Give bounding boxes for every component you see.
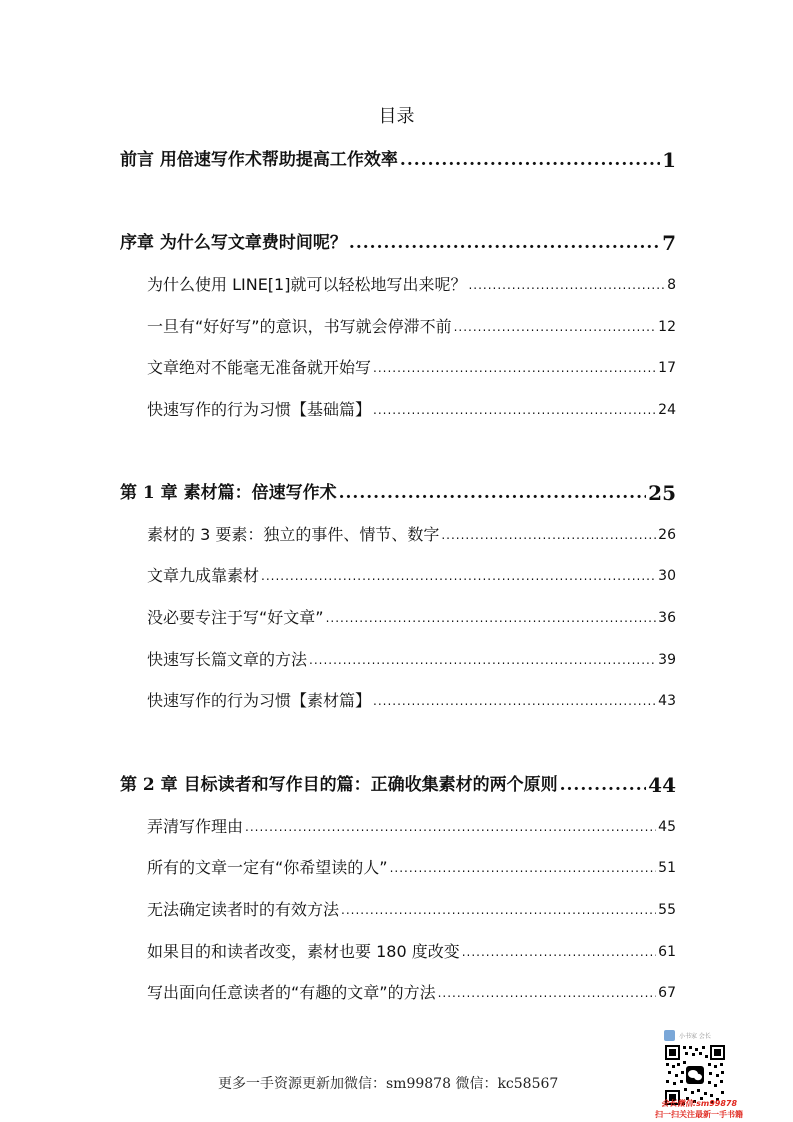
toc-chapter-1[interactable]	[120, 480, 676, 506]
toc-page-number: 36	[658, 610, 676, 626]
toc-chapter-prologue[interactable]	[120, 230, 676, 256]
toc-leader-dots	[373, 356, 656, 380]
qr-code-icon	[664, 1044, 726, 1106]
toc-leader-dots	[468, 273, 665, 297]
toc-section[interactable]	[147, 356, 676, 380]
toc-leader-dots	[373, 689, 656, 713]
toc-entry-title: 写出面向任意读者的“有趣的文章”的方法	[147, 983, 436, 1002]
toc-leader-dots	[560, 772, 647, 798]
toc-page-number: 8	[667, 277, 676, 293]
toc-page-number: 1	[662, 148, 676, 172]
toc-section[interactable]	[147, 815, 676, 839]
toc-leader-dots	[261, 564, 656, 588]
toc-chapter-2[interactable]	[120, 772, 676, 798]
toc-section[interactable]	[147, 940, 676, 964]
toc-chapter-preface[interactable]	[120, 147, 676, 173]
toc-leader-dots	[309, 648, 656, 672]
toc-entry-title: 前言 用倍速写作术帮助提高工作效率	[120, 150, 398, 170]
toc-entry-title: 素材的 3 要素：独立的事件、情节、数字	[147, 525, 440, 544]
toc-entry-title: 第 2 章 目标读者和写作目的篇：正确收集素材的两个原则	[120, 775, 558, 795]
toc-leader-dots	[373, 398, 656, 422]
toc-page-number: 43	[658, 693, 676, 709]
toc-entry-title: 如果目的和读者改变，素材也要 180 度改变	[147, 942, 460, 961]
toc-leader-dots	[454, 315, 657, 339]
toc-leader-dots	[462, 940, 656, 964]
toc-entry-title: 弄清写作理由	[147, 817, 244, 836]
toc-page-number: 12	[658, 319, 676, 335]
toc-page-number: 7	[662, 231, 676, 255]
toc-leader-dots	[326, 606, 657, 630]
footer-promo-text: 更多一手资源更新加微信：sm99878 微信：kc58567	[218, 1076, 559, 1092]
toc-page-number: 25	[648, 481, 676, 505]
toc-page-number: 17	[658, 360, 676, 376]
toc-section[interactable]	[147, 315, 676, 339]
toc-leader-dots	[441, 523, 656, 547]
toc-entry-title: 所有的文章一定有“你希望读的人”	[147, 858, 388, 877]
toc-page-number: 67	[658, 985, 676, 1001]
toc-leader-dots	[438, 981, 657, 1005]
toc-leader-dots	[349, 230, 660, 256]
toc-entry-title: 快速写长篇文章的方法	[147, 650, 308, 669]
toc-page-number: 24	[658, 402, 676, 418]
toc-section[interactable]	[147, 606, 676, 630]
toc-section[interactable]	[147, 273, 676, 297]
toc-page-number: 26	[658, 527, 676, 543]
toc-leader-dots	[341, 898, 656, 922]
toc-entry-title: 文章绝对不能毫无准备就开始写	[147, 358, 372, 377]
avatar	[664, 1030, 675, 1041]
toc-leader-dots	[390, 856, 657, 880]
qr-caption: 会长微信:sm99878	[660, 1099, 738, 1108]
toc-section[interactable]	[147, 523, 676, 547]
qr-account-name: 小书家 会长	[679, 1032, 711, 1040]
toc-entry-title: 快速写作的行为习惯【素材篇】	[147, 691, 372, 710]
toc-section[interactable]	[147, 648, 676, 672]
toc-page-number: 39	[658, 652, 676, 668]
toc-leader-dots	[245, 815, 656, 839]
toc-page-number: 30	[658, 568, 676, 584]
toc-entry-title: 序章 为什么写文章费时间呢？	[120, 233, 347, 253]
toc-entry-title: 没必要专注于写“好文章”	[147, 608, 324, 627]
toc-entry-title: 第 1 章 素材篇：倍速写作术	[120, 483, 337, 503]
toc-entry-title: 一旦有“好好写”的意识，书写就会停滞不前	[147, 317, 452, 336]
toc-page-number: 44	[648, 773, 676, 797]
toc-page-number: 55	[658, 902, 676, 918]
toc-entry-title: 为什么使用 LINE[1]就可以轻松地写出来呢？	[147, 275, 467, 294]
toc-page-number: 61	[658, 944, 676, 960]
toc-leader-dots	[339, 480, 647, 506]
toc-entry-title: 文章九成靠素材	[147, 566, 260, 585]
toc-section[interactable]	[147, 981, 676, 1005]
page-title: 目录	[378, 106, 415, 127]
toc-page-number: 45	[658, 819, 676, 835]
qr-promo-block	[640, 1028, 758, 1120]
toc-leader-dots	[400, 147, 660, 173]
toc-page-number: 51	[658, 860, 676, 876]
toc-section[interactable]	[147, 689, 676, 713]
toc-section[interactable]	[147, 398, 676, 422]
toc-section[interactable]	[147, 856, 676, 880]
toc-section[interactable]	[147, 898, 676, 922]
toc-entry-title: 快速写作的行为习惯【基础篇】	[147, 400, 372, 419]
toc-entry-title: 无法确定读者时的有效方法	[147, 900, 340, 919]
qr-account-header	[664, 1028, 734, 1042]
toc-section[interactable]	[147, 564, 676, 588]
qr-caption-secondary: 扫一扫关注最新一手书籍	[655, 1110, 743, 1119]
